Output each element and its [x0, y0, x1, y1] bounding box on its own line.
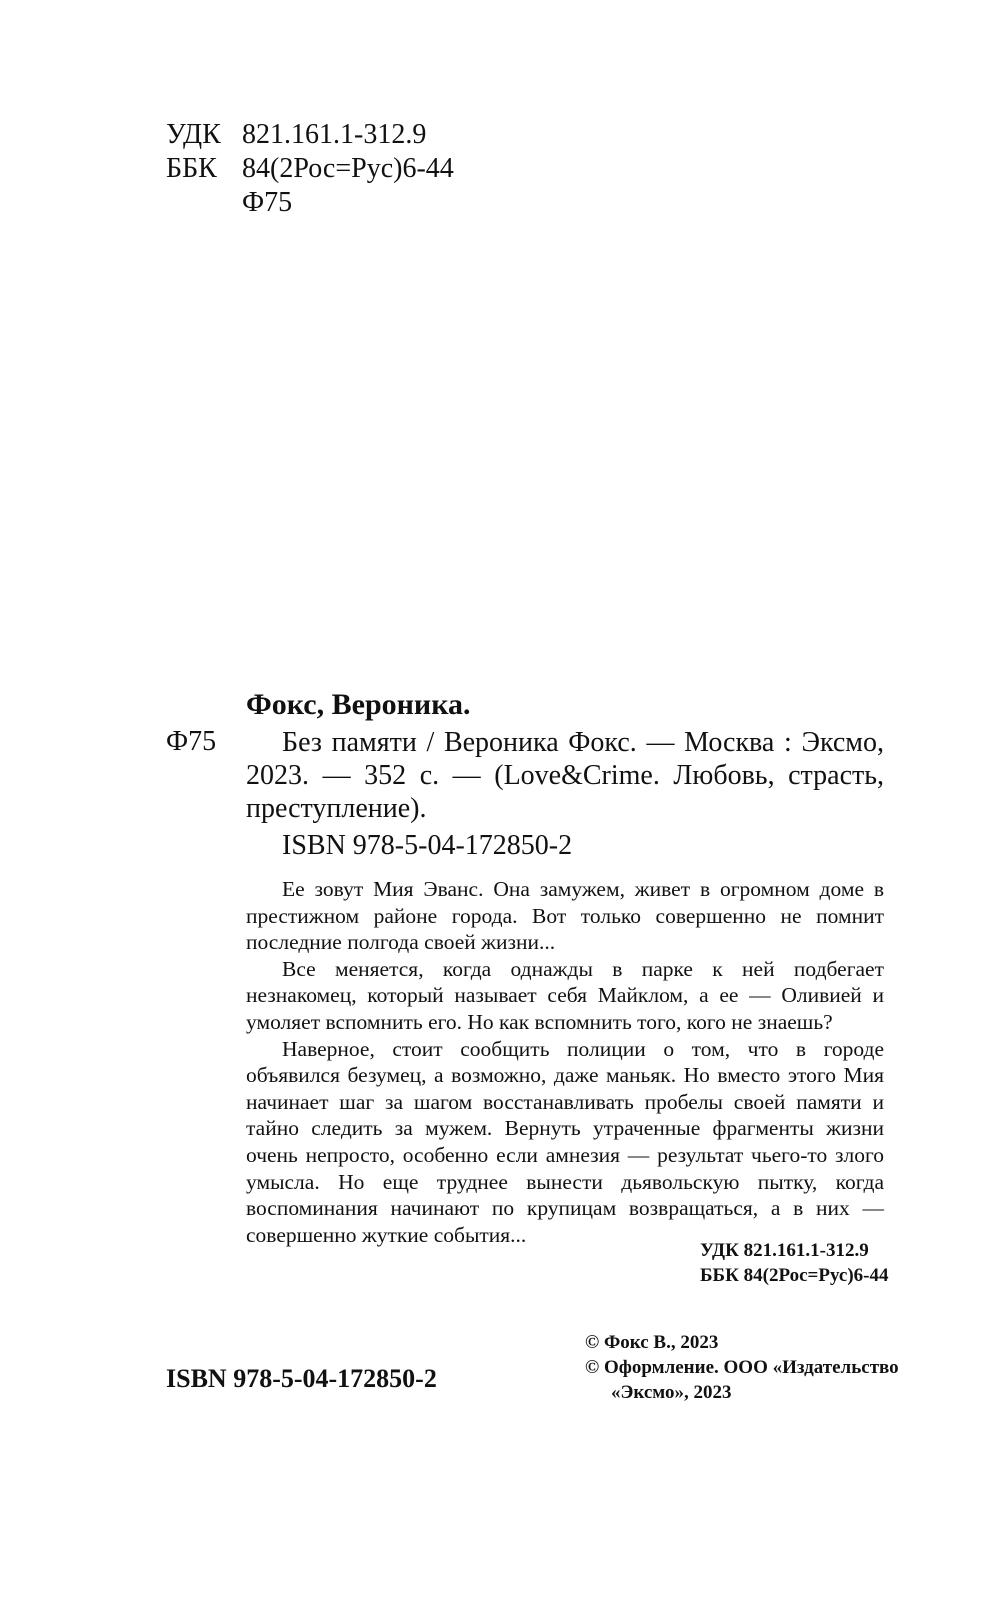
- bbk-label: ББК: [166, 153, 217, 184]
- isbn-footer: ISBN 978-5-04-172850-2: [166, 1364, 437, 1393]
- author-mark: Ф75: [166, 726, 217, 757]
- annotation-paragraph: Все меняется, когда однажды в парке к ней подбегает незнакомец, который называет себя Майклом, а ее — Оливией и умоляет вспомнить его. Но как вспомнить того, кого не знаешь?: [246, 956, 884, 1034]
- bbk-line: [166, 152, 454, 186]
- bbk-code: ББК 84(2Рос=Рус)6-44: [700, 1265, 889, 1286]
- copyright-design: © Оформление. ООО «Издательство: [585, 1357, 899, 1378]
- udk-code: УДК 821.161.1-312.9: [700, 1240, 869, 1261]
- isbn-record: ISBN 978-5-04-172850-2: [282, 830, 573, 861]
- udk-label: УДК: [166, 119, 221, 150]
- annotation-paragraph: Ее зовут Мия Эванс. Она замужем, живет в огромном доме в престижном районе города. Вот только совершенно не помнит последние полгода своей жизни...: [246, 877, 884, 955]
- author-mark-top: Ф75: [242, 187, 293, 218]
- udk-line: [166, 118, 426, 152]
- copyright-author: © Фокс В., 2023: [585, 1332, 719, 1353]
- copyright-block: [585, 1330, 905, 1405]
- annotation-paragraph: Наверное, стоит сообщить полиции о том, что в городе объявился безумец, а возможно, даже маньяк. Но вместо этого Мия начинает шаг за шагом восстанавливать пробелы своей памяти и тайно следить за мужем. Вернуть утраченные фрагменты жизни очень непросто, особенно если амнезия — результат чьего-то злого умысла. Но еще труднее вынести дьявольскую пытку, когда воспоминания начинают по крупицам возвращаться, а в них — совершенно жуткие события...: [246, 1036, 884, 1247]
- classification-codes: [700, 1238, 889, 1288]
- bbk-value: 84(2Рос=Рус)6-44: [242, 153, 454, 184]
- bibliographic-description: Без памяти / Вероника Фокс. — Москва : Эксмо, 2023. — 352 с. — (Love&Crime. Любовь, страсть, преступление).: [246, 727, 884, 824]
- annotation: [246, 876, 884, 1248]
- udk-value: 821.161.1-312.9: [242, 119, 427, 150]
- copyright-design-continued: «Эксмо», 2023: [611, 1382, 732, 1403]
- author-heading: Фокс, Вероника.: [246, 688, 471, 721]
